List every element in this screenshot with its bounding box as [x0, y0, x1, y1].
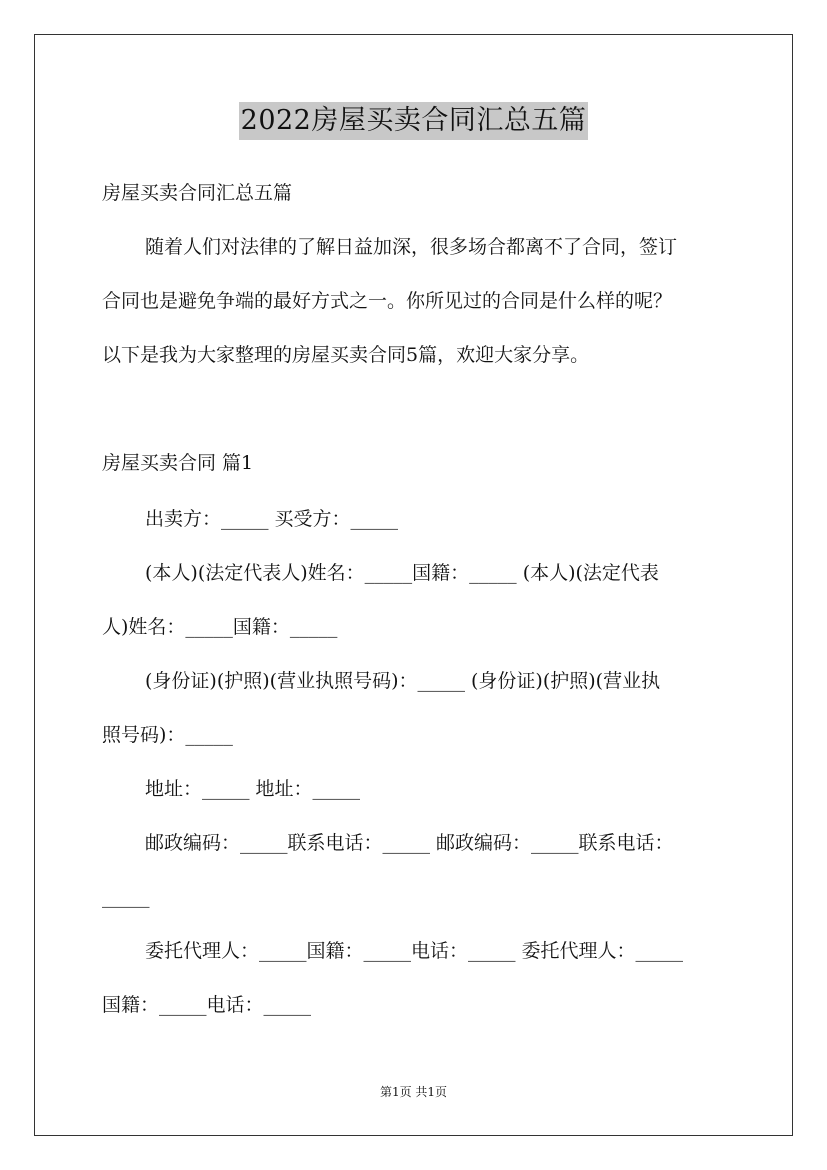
intro-line-1: 随着人们对法律的了解日益加深，很多场合都离不了合同，签订: [145, 236, 678, 258]
section-heading: 房屋买卖合同 篇1: [102, 452, 254, 474]
clause-postal-phone: 邮政编码：_____联系电话：_____ 邮政编码：_____联系电话：: [145, 832, 674, 854]
clause-name-nationality: (本人)(法定代表人)姓名：_____国籍：_____ (本人)(法定代表: [145, 562, 659, 584]
page-footer: 第1页 共1页: [379, 1085, 448, 1099]
intro-line-2: 合同也是避免争端的最好方式之一。你所见过的合同是什么样的呢？: [102, 290, 673, 312]
document-title: 2022房屋买卖合同汇总五篇: [239, 102, 589, 140]
clause-id-number-cont: 照号码)：_____: [102, 724, 233, 746]
intro-line-3: 以下是我为大家整理的房屋买卖合同5篇，欢迎大家分享。: [102, 344, 590, 366]
document-subtitle: 房屋买卖合同汇总五篇: [102, 182, 293, 204]
clause-id-number: (身份证)(护照)(营业执照号码)：_____ (身份证)(护照)(营业执: [145, 670, 661, 692]
clause-address: 地址：_____ 地址：_____: [145, 778, 361, 800]
clause-name-nationality-cont: 人)姓名：_____国籍：_____: [102, 616, 338, 638]
clause-seller-buyer: 出卖方：_____ 买受方：_____: [145, 508, 399, 530]
clause-agent: 委托代理人：_____国籍：_____电话：_____ 委托代理人：_____: [145, 940, 684, 962]
clause-postal-phone-cont: _____: [102, 886, 150, 908]
title-container: [0, 102, 827, 140]
clause-agent-cont: 国籍：_____电话：_____: [102, 994, 312, 1016]
